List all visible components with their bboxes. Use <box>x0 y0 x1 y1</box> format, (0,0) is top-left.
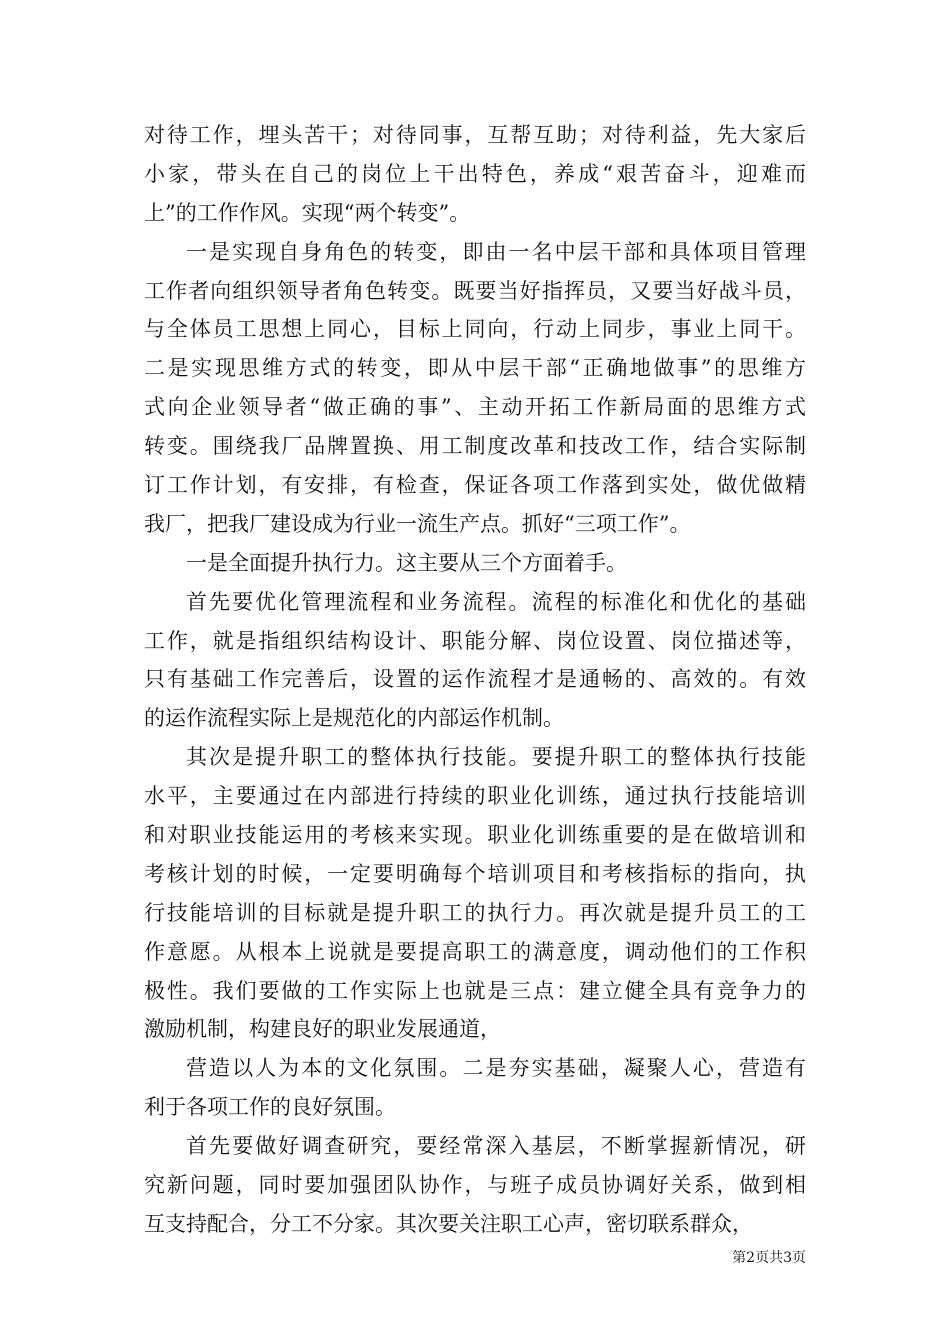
text-line: 小家，带头在自己的岗位上干出特色，养成“艰苦奋斗，迎难而 <box>144 161 806 186</box>
text-line: 首先要做好调查研究，要经常深入基层，不断掌握新情况，研 <box>186 1134 806 1159</box>
paragraph <box>144 738 806 1049</box>
text-line: 工作，就是指组织结构设计、职能分解、岗位设置、岗位描述等， <box>144 628 806 653</box>
paragraph <box>144 1049 806 1127</box>
text-line: 其次是提升职工的整体执行技能。要提升职工的整体执行技能 <box>186 745 806 770</box>
text-line: 水平，主要通过在内部进行持续的职业化训练，通过执行技能培训 <box>144 784 806 809</box>
paragraph <box>144 116 806 233</box>
text-line: 式向企业领导者“做正确的事”、主动开拓工作新局面的思维方式 <box>144 395 806 420</box>
paragraph <box>144 544 806 583</box>
text-line: 作意愿。从根本上说就是要提高职工的满意度，调动他们的工作积 <box>144 939 806 964</box>
paragraph <box>144 233 806 544</box>
text-line: 与全体员工思想上同心，目标上同向，行动上同步，事业上同干。 <box>144 317 806 342</box>
text-line: 和对职业技能运用的考核来实现。职业化训练重要的是在做培训和 <box>144 823 806 848</box>
paragraph <box>144 1127 806 1244</box>
text-line: 工作者向组织领导者角色转变。既要当好指挥员，又要当好战斗员， <box>144 278 806 303</box>
text-line: 究新问题，同时要加强团队协作，与班子成员协调好关系，做到相 <box>144 1173 806 1198</box>
text-line: 极性。我们要做的工作实际上也就是三点：建立健全具有竞争力的 <box>144 978 806 1003</box>
text-line: 行技能培训的目标就是提升职工的执行力。再次就是提升员工的工 <box>144 900 806 925</box>
text-line: 二是实现思维方式的转变，即从中层干部“正确地做事”的思维方 <box>144 356 806 381</box>
text-line: 的运作流程实际上是规范化的内部运作机制。 <box>144 706 564 731</box>
text-line: 我厂，把我厂建设成为行业一流生产点。抓好“三项工作”。 <box>144 511 691 536</box>
text-line: 转变。围绕我厂品牌置换、用工制度改革和技改工作，结合实际制 <box>144 434 806 459</box>
paragraph <box>144 583 806 739</box>
text-line: 只有基础工作完善后，设置的运作流程才是通畅的、高效的。有效 <box>144 667 806 692</box>
text-line: 激励机制，构建良好的职业发展通道， <box>144 1017 501 1042</box>
text-line: 一是实现自身角色的转变，即由一名中层干部和具体项目管理 <box>186 239 806 264</box>
text-line: 首先要优化管理流程和业务流程。流程的标准化和优化的基础 <box>186 589 806 614</box>
document-body <box>144 116 806 1244</box>
page-number: 第2页共3页 <box>732 1250 806 1266</box>
text-line: 利于各项工作的良好氛围。 <box>144 1095 396 1120</box>
text-line: 上”的工作作风。实现“两个转变”。 <box>144 200 471 225</box>
text-line: 互支持配合，分工不分家。其次要关注职工心声，密切联系群众， <box>144 1211 753 1236</box>
text-line: 考核计划的时候，一定要明确每个培训项目和考核指标的指向，执 <box>144 861 806 886</box>
text-line: 一是全面提升执行力。这主要从三个方面着手。 <box>186 550 627 575</box>
text-line: 订工作计划，有安排，有检查，保证各项工作落到实处，做优做精 <box>144 473 806 498</box>
text-line: 对待工作，埋头苦干；对待同事，互帮互助；对待利益，先大家后 <box>144 123 806 147</box>
text-line: 营造以人为本的文化氛围。二是夯实基础，凝聚人心，营造有 <box>186 1056 806 1081</box>
